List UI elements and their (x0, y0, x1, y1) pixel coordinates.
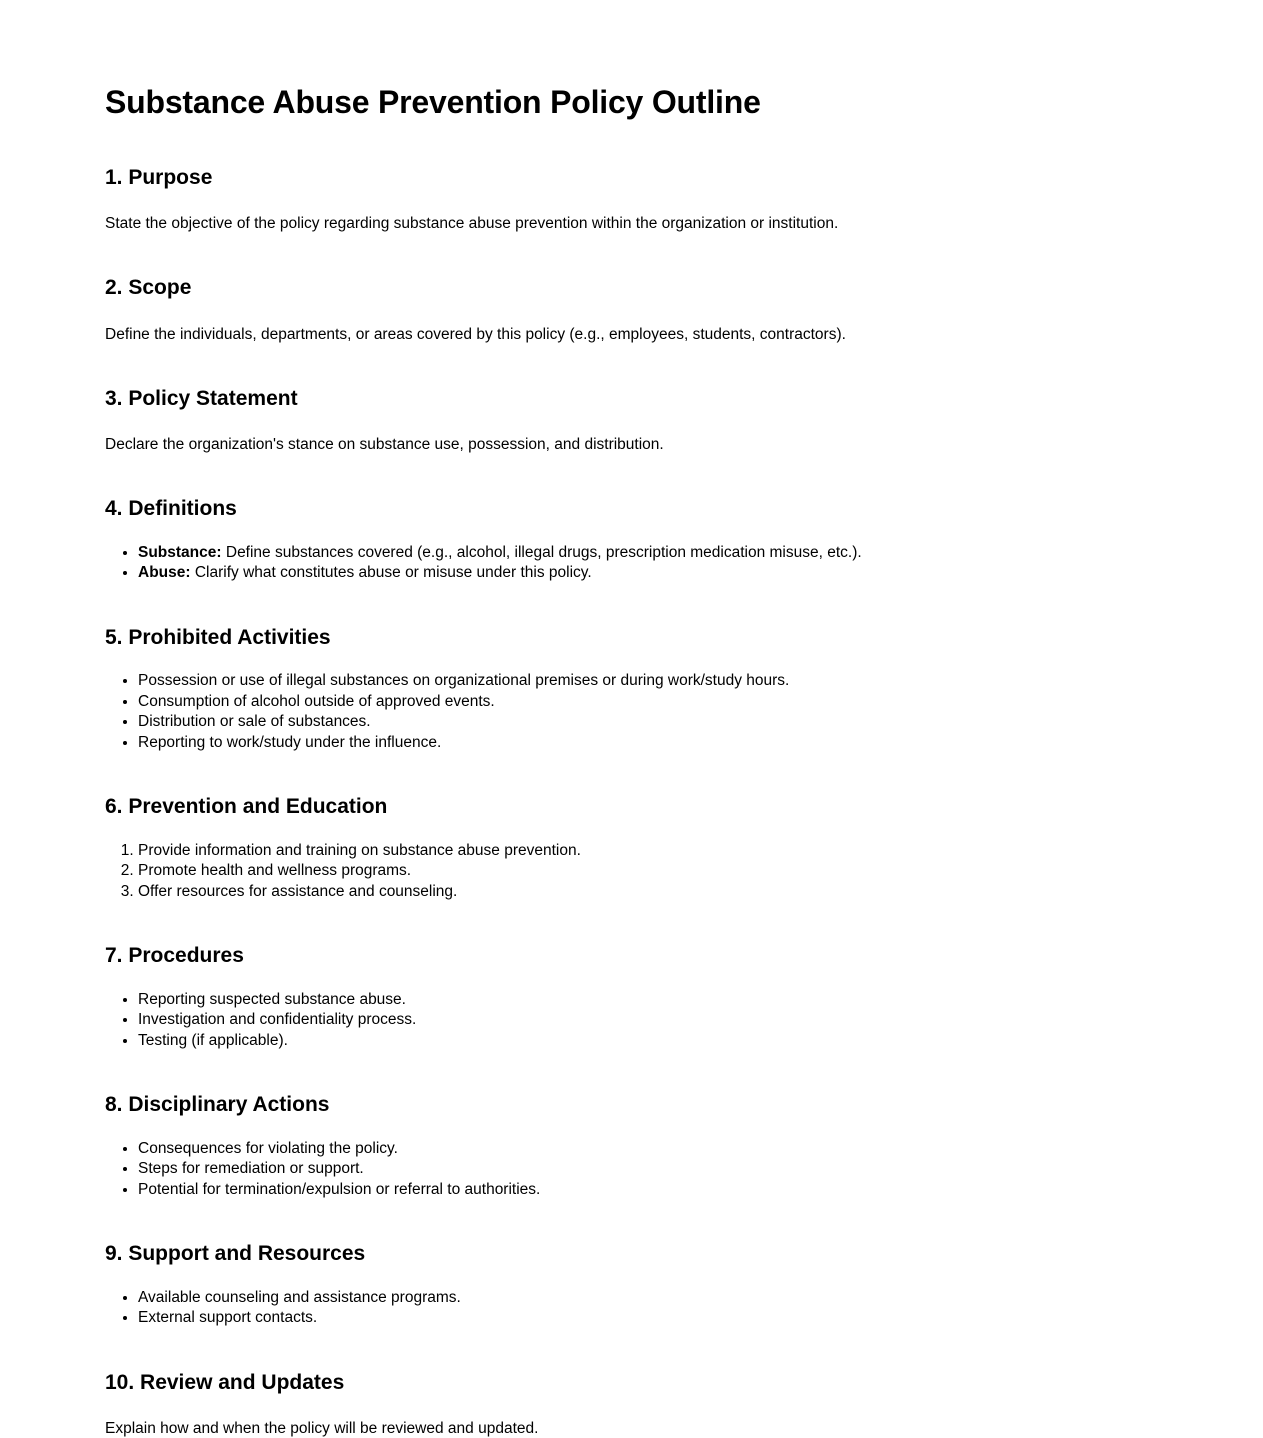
section-heading-procedures: 7. Procedures (105, 944, 244, 968)
definition-text: Define substances covered (e.g., alcohol, illegal drugs, prescription medication misuse, etc.). (221, 543, 862, 561)
section-heading-policy-statement: 3. Policy Statement (105, 386, 298, 410)
section-heading-disciplinary-actions: 8. Disciplinary Actions (105, 1093, 330, 1117)
definition-term: Substance: (138, 543, 222, 561)
section-disciplinary-actions (0, 1092, 1263, 1199)
definition-term: Abuse: (138, 564, 191, 582)
section-policy-statement (0, 386, 1263, 455)
prevention-and-education-list (0, 842, 1263, 902)
list-item: • Possession or use of illegal substances on organizational premises or during work/study hours. (138, 672, 1263, 691)
prohibited-activities-list (0, 672, 1263, 752)
list-item: • Distribution or sale of substances. (138, 713, 1263, 732)
list-item: • Investigation and confidentiality process. (138, 1011, 1263, 1030)
list-item: • Reporting suspected substance abuse. (138, 991, 1263, 1010)
section-procedures (0, 943, 1263, 1050)
list-item (138, 544, 1263, 563)
section-heading-definitions: 4. Definitions (105, 497, 237, 521)
list-item: • Reporting to work/study under the influence. (138, 734, 1263, 753)
list-item: • Testing (if applicable). (138, 1032, 1263, 1051)
section-heading-prevention-and-education: 6. Prevention and Education (105, 795, 388, 819)
section-scope (0, 275, 1263, 344)
section-support-and-resources (0, 1241, 1263, 1327)
list-item: 2. Promote health and wellness programs. (138, 862, 1263, 881)
disciplinary-actions-list (0, 1140, 1263, 1200)
list-item: • Steps for remediation or support. (138, 1160, 1263, 1179)
section-prevention-and-education (0, 794, 1263, 901)
list-item: • Potential for termination/expulsion or referral to authorities. (138, 1181, 1263, 1200)
support-and-resources-list (0, 1289, 1263, 1328)
definitions-list (0, 544, 1263, 583)
list-item: 1. Provide information and training on substance abuse prevention. (138, 842, 1263, 861)
section-paragraph-purpose: State the objective of the policy regarding substance abuse prevention within the organization or institution. (105, 214, 839, 232)
section-paragraph-policy-statement: Declare the organization's stance on substance use, possession, and distribution. (105, 436, 664, 454)
list-item: 3. Offer resources for assistance and counseling. (138, 883, 1263, 902)
list-item: • Available counseling and assistance programs. (138, 1289, 1263, 1308)
procedures-list (0, 991, 1263, 1051)
list-item: • Consumption of alcohol outside of approved events. (138, 693, 1263, 712)
section-purpose (0, 165, 1263, 234)
section-paragraph-scope: Define the individuals, departments, or areas covered by this policy (e.g., employees, students, contractors). (105, 325, 846, 343)
section-definitions (0, 496, 1263, 582)
definition-text: Clarify what constitutes abuse or misuse under this policy. (190, 564, 592, 582)
section-heading-review-and-updates: 10. Review and Updates (105, 1370, 345, 1394)
list-item: • External support contacts. (138, 1309, 1263, 1328)
section-heading-scope: 2. Scope (105, 276, 192, 300)
section-heading-prohibited-activities: 5. Prohibited Activities (105, 625, 331, 649)
section-heading-purpose: 1. Purpose (105, 165, 213, 189)
page-title: Substance Abuse Prevention Policy Outline (105, 84, 761, 120)
section-heading-support-and-resources: 9. Support and Resources (105, 1242, 366, 1266)
section-prohibited-activities (0, 625, 1263, 753)
list-item: • Consequences for violating the policy. (138, 1140, 1263, 1159)
section-paragraph-review-and-updates: Explain how and when the policy will be reviewed and updated. (105, 1419, 539, 1437)
list-item (138, 564, 1263, 583)
